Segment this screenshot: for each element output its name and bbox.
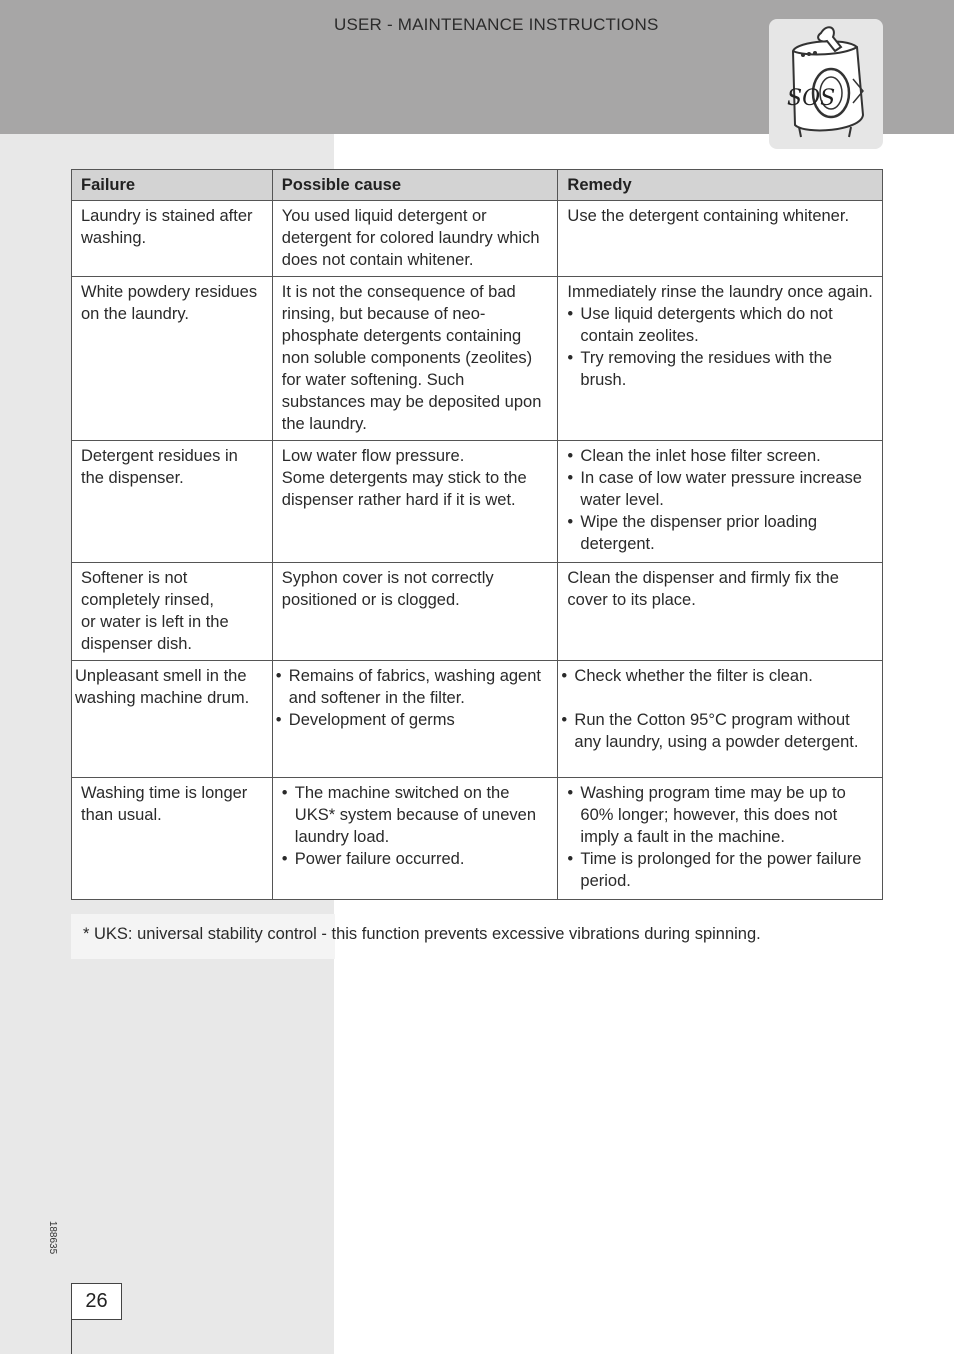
- footnote: * UKS: universal stability control - this function prevents excessive vibrations during spinning.: [83, 925, 761, 943]
- list-item: • Remains of fabrics, washing agent and softener in the filter.: [276, 665, 555, 709]
- list-item: • The machine switched on the UKS* system because of uneven laundry load.: [282, 782, 549, 848]
- list-item: • Clean the inlet hose filter screen.: [567, 445, 873, 467]
- page-number-rule: [71, 1320, 72, 1354]
- column-header-failure: Failure: [72, 170, 273, 201]
- list-item: • Run the Cotton 95°C program without any laundry, using a powder detergent.: [561, 709, 873, 753]
- list-item: • In case of low water pressure increase water level.: [567, 467, 873, 511]
- cause-list: [276, 665, 555, 731]
- cause-cell: You used liquid detergent or detergent for colored laundry which does not contain whitener.: [272, 201, 558, 277]
- remedy-list: [561, 665, 873, 753]
- failure-line: completely rinsed,: [81, 591, 214, 609]
- remedy-list: [567, 445, 873, 555]
- remedy-cell: [558, 441, 883, 563]
- list-item: • Washing program time may be up to 60% longer; however, this does not imply a fault in the machine.: [567, 782, 873, 848]
- washing-machine-sos-icon: [775, 23, 877, 145]
- failure-line: dispenser dish.: [81, 635, 192, 653]
- list-item: • Use liquid detergents which do not contain zeolites.: [567, 303, 873, 347]
- remedy-cell: Clean the dispenser and firmly fix the cover to its place.: [558, 563, 883, 661]
- remedy-list: [567, 782, 873, 892]
- cause-cell: [272, 778, 558, 900]
- column-header-remedy: Remedy: [558, 170, 883, 201]
- list-item: • Time is prolonged for the power failure period.: [567, 848, 873, 892]
- table-row: [72, 661, 883, 778]
- list-item: • Power failure occurred.: [282, 848, 549, 870]
- remedy-list: [567, 303, 873, 391]
- cause-text: Some detergents may stick to the dispenser rather hard if it is wet.: [281, 469, 527, 509]
- failure-cell: [72, 563, 273, 661]
- failure-line: Softener is not: [81, 569, 188, 587]
- failure-cell: Laundry is stained after washing.: [72, 201, 273, 277]
- remedy-text: Immediately rinse the laundry once again.: [567, 283, 873, 301]
- failure-cell: White powdery residues on the laundry.: [72, 277, 273, 441]
- cause-cell: It is not the consequence of bad rinsing, but because of neo-phosphate detergents containing non soluble components (zeolites) for water softening. Such substances may be deposited upon the laundry.: [272, 277, 558, 441]
- cause-cell: [272, 661, 558, 778]
- remedy-cell: [558, 661, 883, 778]
- list-item: • Check whether the filter is clean.: [561, 665, 873, 687]
- column-header-cause: Possible cause: [272, 170, 558, 201]
- table-row: [72, 201, 883, 277]
- logo-sos-text: SOS: [787, 86, 836, 111]
- failure-line: or water is left in the: [81, 613, 229, 631]
- remedy-cell: Use the detergent containing whitener.: [558, 201, 883, 277]
- page-title: USER - MAINTENANCE INSTRUCTIONS: [334, 15, 659, 34]
- cause-cell: [272, 441, 558, 563]
- cause-cell: Syphon cover is not correctly positioned or is clogged.: [272, 563, 558, 661]
- document-code: 188635: [47, 1220, 59, 1255]
- list-item: • Wipe the dispenser prior loading detergent.: [567, 511, 873, 555]
- failure-cell: Unpleasant smell in the washing machine drum.: [72, 661, 273, 778]
- logo: [769, 19, 883, 149]
- page-number: 26: [71, 1283, 122, 1320]
- remedy-cell: [558, 277, 883, 441]
- cause-list: [282, 782, 549, 870]
- remedy-cell: [558, 778, 883, 900]
- troubleshooting-table: [71, 169, 883, 900]
- table-row: [72, 563, 883, 661]
- list-item: • Try removing the residues with the brush.: [567, 347, 873, 391]
- table-row: [72, 778, 883, 900]
- cause-text: Low water flow pressure.: [281, 447, 465, 465]
- table-row: [72, 277, 883, 441]
- failure-cell: Washing time is longer than usual.: [72, 778, 273, 900]
- failure-cell: Detergent residues in the dispenser.: [72, 441, 273, 563]
- list-item: • Development of germs: [276, 709, 555, 731]
- table-header-row: [72, 170, 883, 201]
- table-row: [72, 441, 883, 563]
